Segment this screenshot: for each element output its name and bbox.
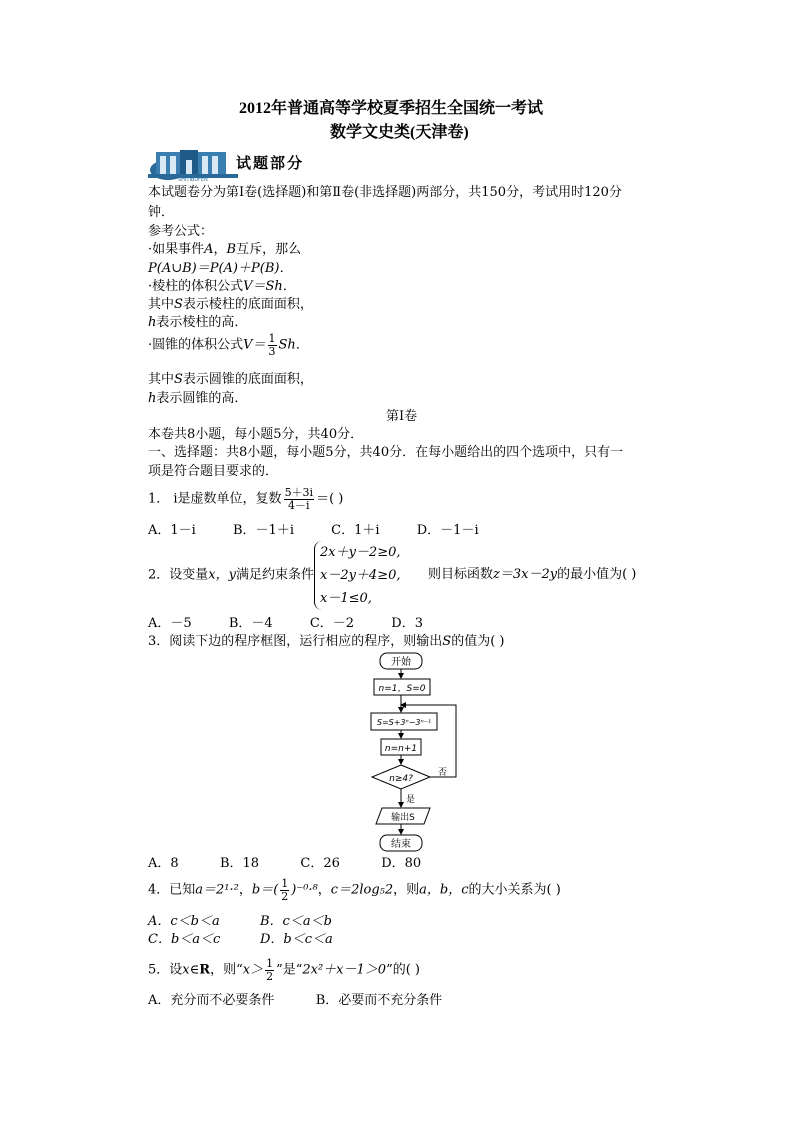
flow-condition-label: n≥4? [389, 774, 413, 784]
formula-prism: ·棱柱的体积公式V＝Sh． [148, 279, 296, 294]
program-flowchart [370, 650, 490, 855]
question-4-option-c: C．b＜a＜c [148, 932, 221, 947]
formula-prism-s: 其中S表示棱柱的底面面积， [148, 297, 313, 312]
fraction-one-half: $\frac{1}{2}$ [266, 957, 274, 983]
question-1-options: A．1－i B．－1＋i C．1＋i D．－1－i [148, 523, 479, 538]
flow-init-label: n=1，S=0 [378, 684, 426, 694]
formula-cone-h: h表示圆锥的高． [148, 391, 248, 406]
flow-output-label: 输出S [391, 813, 415, 823]
question-4: 4．已知a＝2¹·²，b＝( $\frac{1}{2}$ )⁻⁰·⁸，c＝2log₅2，则a，b，c的大小关系为( ) [148, 877, 561, 903]
part-heading: 第Ⅰ卷 [386, 409, 418, 424]
flow-start-label: 开始 [391, 657, 411, 668]
flow-no-label: 否 [438, 768, 448, 778]
question-5-options: A．充分而不必要条件 B．必要而不充分条件 [148, 993, 443, 1008]
formula-prism-h: h表示棱柱的高． [148, 315, 248, 330]
formula-event: ·如果事件A，B互斥，那么 [148, 242, 302, 257]
formula-heading: 参考公式： [148, 224, 214, 239]
part-description: 本卷共8小题，每小题5分，共40分． [148, 427, 364, 442]
question-2-objective: 则目标函数z＝3x－2y的最小值为( ) [428, 567, 637, 582]
question-2: 2．设变量x，y满足约束条件2x＋y－2≥0, x－2y＋4≥0, x－1≤0, [148, 541, 401, 610]
building-logo-icon [148, 146, 238, 182]
section-banner-label: 试题部分 [236, 154, 305, 172]
intro-line-1: 本试题卷分为第Ⅰ卷(选择题)和第Ⅱ卷(非选择题)两部分，共150分，考试用时120分 [148, 185, 622, 200]
section-instructions-1: 一、选择题：共8小题，每小题5分，共40分．在每小题给出的四个选项中，只有一 [148, 445, 624, 460]
question-4-option-a: A．c＜b＜a [148, 914, 220, 929]
question-4-option-d: D．b＜c＜a [260, 932, 333, 947]
flow-yes-label: 是 [406, 795, 416, 805]
question-1: 1． i是虚数单位，复数 $\frac{5+3i}{4-i}$ ＝( ) [148, 486, 344, 512]
question-4-option-b: B．c＜a＜b [260, 914, 332, 929]
fraction-one-third: $\frac{1}{3}$ [268, 332, 276, 358]
question-3-options: A．8 B．18 C．26 D．80 [148, 856, 422, 871]
flow-end-label: 结束 [391, 839, 411, 850]
formula-probability: P(A∪B)＝P(A)＋P(B)． [148, 261, 293, 276]
exam-subtitle: 数学文史类(天津卷) [330, 124, 469, 141]
formula-cone-s: 其中S表示圆锥的底面面积， [148, 372, 313, 387]
flow-increment-label: n=n+1 [384, 744, 418, 754]
section-banner [148, 146, 324, 182]
formula-cone: ·圆锥的体积公式V＝ $\frac{1}{3}$ Sh． [148, 332, 309, 358]
flow-update-label: S=S+3ⁿ−3ⁿ⁻¹ [376, 718, 432, 727]
exam-title: 2012年普通高等学校夏季招生全国统一考试 [239, 100, 544, 117]
question-2-options: A．－5 B．－4 C．－2 D．3 [148, 616, 423, 631]
constraint-system: 2x＋y－2≥0, x－2y＋4≥0, x－1≤0, [314, 541, 401, 610]
section-instructions-2: 项是符合题目要求的． [148, 464, 279, 479]
question-5: 5．设x∈R，则“x＞ $\frac{1}{2}$ ”是“2x²＋x－1＞0”的( ) [148, 957, 420, 983]
intro-line-2: 钟． [148, 205, 175, 220]
fraction-complex: $\frac{5+3i}{4-i}$ [284, 486, 314, 512]
fraction-one-half: $\frac{1}{2}$ [281, 877, 289, 903]
question-3: 3．阅读下边的程序框图，运行相应的程序，则输出S的值为( ) [148, 634, 505, 649]
svg-text:SHITIBUFEN: SHITIBUFEN [178, 177, 208, 182]
